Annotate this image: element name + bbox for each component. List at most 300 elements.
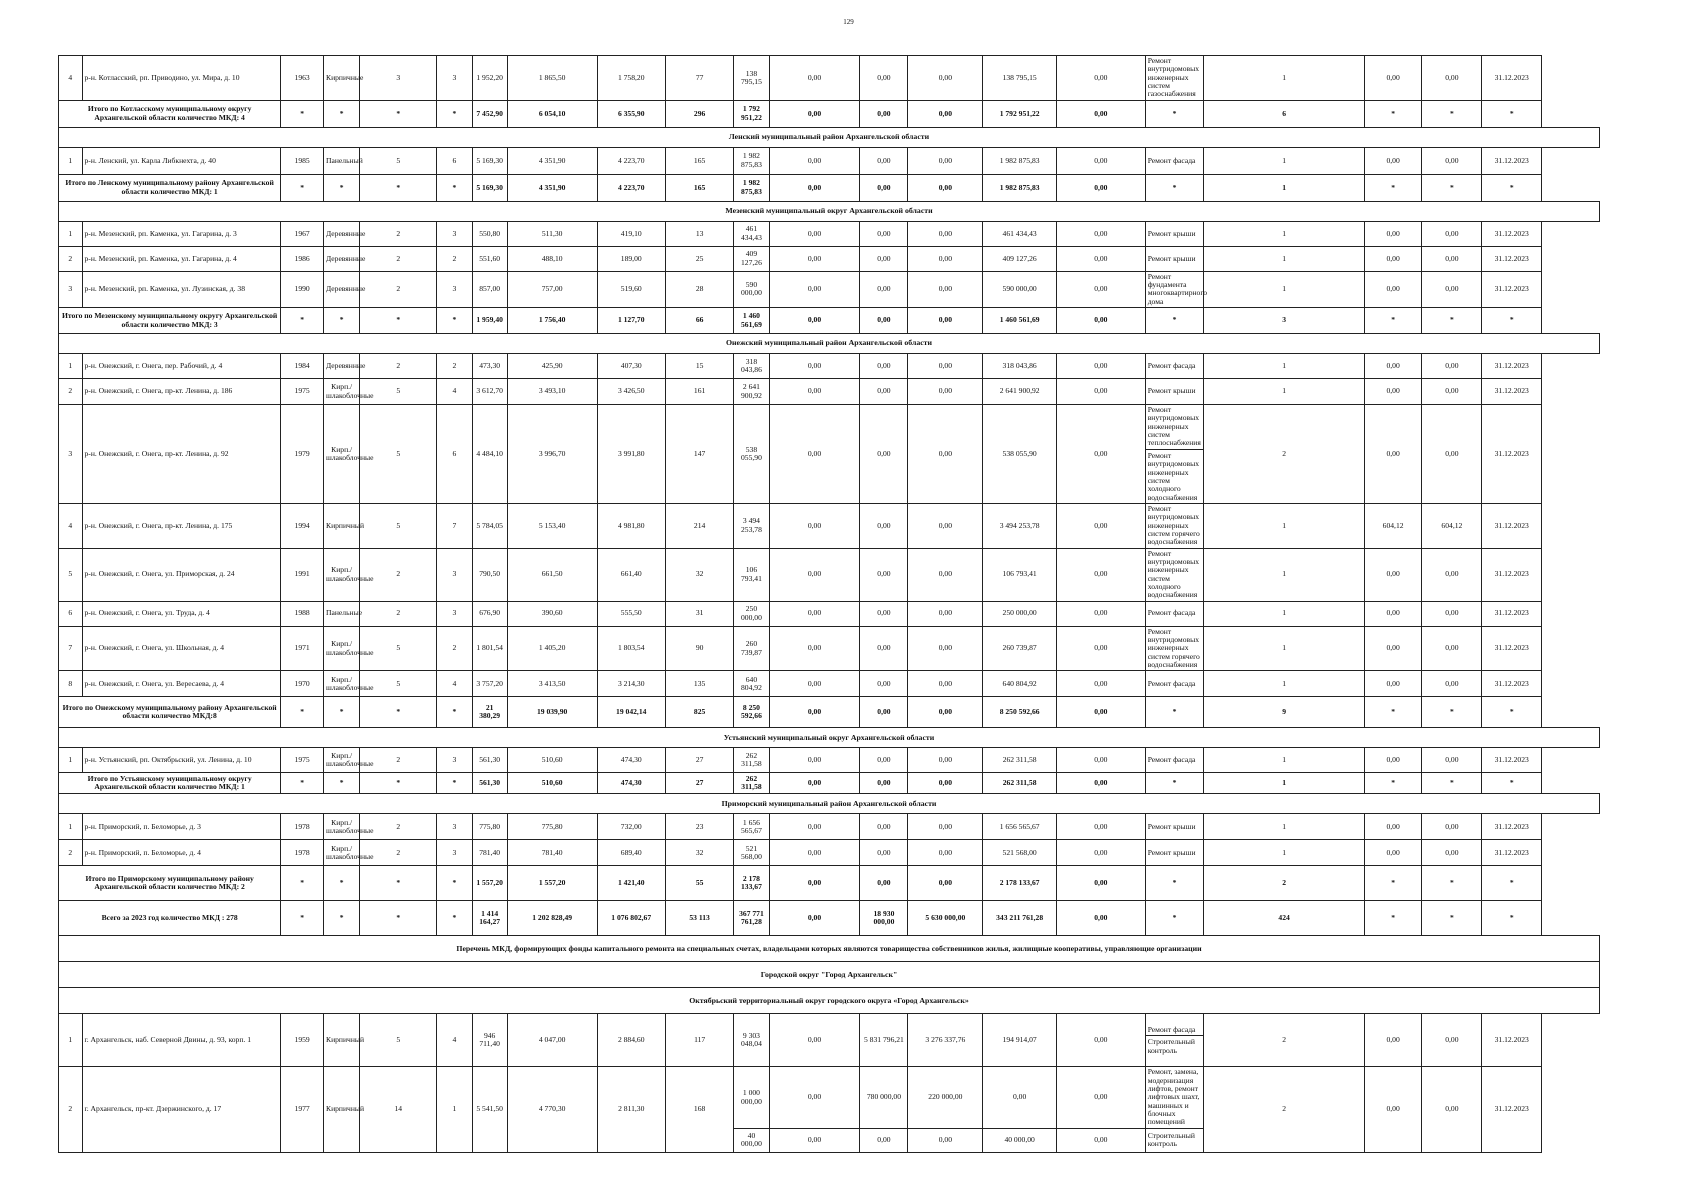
cell-works bbox=[1145, 671, 1204, 697]
cell-works bbox=[1145, 1067, 1204, 1128]
cell-fund-region: 0,00 bbox=[860, 503, 908, 548]
cell-fund-owners: 538 055,90 bbox=[983, 405, 1057, 504]
cell-deadline: 31.12.2023 bbox=[1482, 548, 1542, 601]
cell-entrances: 2 bbox=[437, 354, 472, 379]
cell-unit-cost: * bbox=[1364, 901, 1422, 936]
cell-residents: 55 bbox=[665, 866, 733, 901]
cell-fund-region: 0,00 bbox=[860, 671, 908, 697]
cell-wall: Деревянные bbox=[324, 354, 360, 379]
cell-number: 1 bbox=[59, 354, 83, 379]
cell-year: 1977 bbox=[281, 1067, 324, 1152]
cell-cost-total: 250 000,00 bbox=[734, 601, 769, 626]
cell-fund-region: 0,00 bbox=[860, 548, 908, 601]
cell-area-total: 1 959,40 bbox=[472, 308, 507, 334]
cell-fund-region: 0,00 bbox=[860, 354, 908, 379]
cell-entrances: 6 bbox=[437, 405, 472, 504]
cell-unit-cost-max: 0,00 bbox=[1422, 814, 1482, 840]
cell-wall: * bbox=[324, 901, 360, 936]
cell-deadline: * bbox=[1482, 901, 1542, 936]
cell-residents: 214 bbox=[665, 503, 733, 548]
cell-fund-owners: 2 178 133,67 bbox=[983, 866, 1057, 901]
cell-unit-cost: 0,00 bbox=[1364, 840, 1422, 866]
cell-fund-other: 0,00 bbox=[1057, 697, 1146, 728]
cell-cost-total: 8 250 592,66 bbox=[734, 697, 769, 728]
cell-unit-cost-max: 0,00 bbox=[1422, 1067, 1482, 1152]
cell-unit-cost: 604,12 bbox=[1364, 503, 1422, 548]
work-item: Ремонт внутридомовых инженерных систем газоснабжения bbox=[1147, 56, 1200, 99]
cell-works bbox=[1145, 626, 1204, 671]
cell-works-mark: * bbox=[1145, 697, 1204, 728]
cell-area-total: 775,80 bbox=[472, 814, 507, 840]
cell-fund-owners: 8 250 592,66 bbox=[983, 697, 1057, 728]
cell-deadline: * bbox=[1482, 773, 1542, 794]
cell-entrances: 6 bbox=[437, 147, 472, 174]
cell-floors: 5 bbox=[360, 147, 437, 174]
cell-unit-cost-max: * bbox=[1422, 866, 1482, 901]
cell-residents: 161 bbox=[665, 379, 733, 405]
cell-fund-region: 0,00 bbox=[860, 405, 908, 504]
cell-fund-local: 0,00 bbox=[908, 221, 983, 246]
work-item: Строительный контроль bbox=[1146, 1035, 1204, 1055]
cell-year: 1963 bbox=[281, 56, 324, 101]
cell-year: 1994 bbox=[281, 503, 324, 548]
cell-fund-other: 0,00 bbox=[1057, 1128, 1146, 1152]
cell-unit-cost: * bbox=[1364, 697, 1422, 728]
cell-address: р-н. Устьянский, рп. Октябрьский, ул. Ленина, д. 10 bbox=[82, 748, 281, 773]
total-label: Итого по Устьянскому муниципальному округу Архангельской области количество МКД: 1 bbox=[59, 773, 281, 794]
cell-wall: * bbox=[324, 174, 360, 201]
cell-fund-local: 0,00 bbox=[908, 748, 983, 773]
cell-entrances: * bbox=[437, 697, 472, 728]
table-row bbox=[59, 246, 1600, 271]
cell-unit-cost: * bbox=[1364, 866, 1422, 901]
cell-residents: 32 bbox=[665, 840, 733, 866]
cell-unit-cost: * bbox=[1364, 773, 1422, 794]
cell-area-liv: 6 355,90 bbox=[597, 100, 665, 127]
cell-count: 1 bbox=[1204, 354, 1364, 379]
cell-unit-cost-max: 0,00 bbox=[1422, 147, 1482, 174]
cell-residents: 13 bbox=[665, 221, 733, 246]
cell-entrances: 3 bbox=[437, 548, 472, 601]
table-row bbox=[59, 354, 1600, 379]
cell-fund-owners: 138 795,15 bbox=[983, 56, 1057, 101]
cell-area-total: 1 952,20 bbox=[472, 56, 507, 101]
cell-unit-cost-max: * bbox=[1422, 308, 1482, 334]
cell-works bbox=[1145, 379, 1204, 405]
cell-floors: 5 bbox=[360, 1014, 437, 1067]
cell-fund-owners: 1 460 561,69 bbox=[983, 308, 1057, 334]
cell-floors: * bbox=[360, 308, 437, 334]
cell-floors: 5 bbox=[360, 405, 437, 504]
cell-wall: Деревянные bbox=[324, 246, 360, 271]
cell-deadline: 31.12.2023 bbox=[1482, 56, 1542, 101]
cell-fund-owners: 40 000,00 bbox=[983, 1128, 1057, 1152]
cell-area-total: 1 414 164,27 bbox=[472, 901, 507, 936]
cell-fund-local: 0,00 bbox=[908, 56, 983, 101]
cell-works bbox=[1145, 814, 1204, 840]
cell-wall: Кирп./шлакоблочные bbox=[324, 748, 360, 773]
cell-year: 1971 bbox=[281, 626, 324, 671]
cell-count: 1 bbox=[1204, 601, 1364, 626]
cell-year: 1975 bbox=[281, 748, 324, 773]
cell-floors: 2 bbox=[360, 271, 437, 307]
cell-address: г. Архангельск, наб. Северной Двины, д. 93, корп. 1 bbox=[82, 1014, 281, 1067]
cell-count: 2 bbox=[1204, 405, 1364, 504]
cell-entrances: * bbox=[437, 308, 472, 334]
cell-wall: Кирпичный bbox=[324, 1014, 360, 1067]
cell-entrances: 3 bbox=[437, 601, 472, 626]
cell-fund-owners: 262 311,58 bbox=[983, 748, 1057, 773]
cell-fund-federal: 0,00 bbox=[769, 1128, 860, 1152]
cell-residents: 135 bbox=[665, 671, 733, 697]
cell-fund-local: 0,00 bbox=[908, 405, 983, 504]
cell-residents: 147 bbox=[665, 405, 733, 504]
cell-fund-local: 0,00 bbox=[908, 671, 983, 697]
cell-fund-federal: 0,00 bbox=[769, 56, 860, 101]
cell-works bbox=[1145, 221, 1204, 246]
section-title: Перечень МКД, формирующих фонды капитального ремонта на специальных счетах, владельцами которых являются товарищества собственников жилья, жилищные кооперативы, управляющие организации bbox=[59, 936, 1600, 962]
cell-entrances: 4 bbox=[437, 1014, 472, 1067]
cell-fund-local: 0,00 bbox=[908, 773, 983, 794]
cell-area-total: 21 380,29 bbox=[472, 697, 507, 728]
cell-fund-federal: 0,00 bbox=[769, 308, 860, 334]
cell-entrances: * bbox=[437, 866, 472, 901]
cell-works bbox=[1145, 354, 1204, 379]
cell-entrances: 3 bbox=[437, 840, 472, 866]
cell-fund-owners: 250 000,00 bbox=[983, 601, 1057, 626]
cell-count: 1 bbox=[1204, 56, 1364, 101]
work-item: Ремонт внутридомовых инженерных систем холодного водоснабжения bbox=[1147, 548, 1200, 600]
cell-fund-local: 0,00 bbox=[908, 246, 983, 271]
cell-area-total: 790,50 bbox=[472, 548, 507, 601]
cell-floors: 2 bbox=[360, 840, 437, 866]
cell-fund-region: 18 930 000,00 bbox=[860, 901, 908, 936]
cell-unit-cost: 0,00 bbox=[1364, 548, 1422, 601]
cell-entrances: * bbox=[437, 100, 472, 127]
cell-number: 2 bbox=[59, 1067, 83, 1152]
cell-unit-cost: * bbox=[1364, 100, 1422, 127]
cell-number: 3 bbox=[59, 271, 83, 307]
cell-area-total: 5 169,30 bbox=[472, 174, 507, 201]
cell-works bbox=[1145, 147, 1204, 174]
cell-count: 2 bbox=[1204, 1014, 1364, 1067]
total-label: Всего за 2023 год количество МКД : 278 bbox=[59, 901, 281, 936]
cell-count: 1 bbox=[1204, 174, 1364, 201]
cell-cost-total: 640 804,92 bbox=[734, 671, 769, 697]
cell-unit-cost-max: 0,00 bbox=[1422, 748, 1482, 773]
cell-fund-owners: 461 434,43 bbox=[983, 221, 1057, 246]
cell-area-liv: 1 076 802,67 bbox=[597, 901, 665, 936]
cell-fund-local: 0,00 bbox=[908, 626, 983, 671]
cell-deadline: 31.12.2023 bbox=[1482, 405, 1542, 504]
cell-area-res: 425,90 bbox=[507, 354, 597, 379]
total-label: Итого по Котласскому муниципальному округу Архангельской области количество МКД: 4 bbox=[59, 100, 281, 127]
cell-fund-owners: 590 000,00 bbox=[983, 271, 1057, 307]
cell-wall: * bbox=[324, 308, 360, 334]
cell-deadline: * bbox=[1482, 308, 1542, 334]
cell-area-liv: 2 811,30 bbox=[597, 1067, 665, 1152]
cell-area-res: 775,80 bbox=[507, 814, 597, 840]
cell-year: 1975 bbox=[281, 379, 324, 405]
cell-deadline: 31.12.2023 bbox=[1482, 271, 1542, 307]
work-item: Ремонт фундамента многоквартирного дома bbox=[1147, 271, 1208, 306]
cell-number: 4 bbox=[59, 503, 83, 548]
cell-works bbox=[1145, 748, 1204, 773]
cell-area-res: 1 557,20 bbox=[507, 866, 597, 901]
cell-fund-federal: 0,00 bbox=[769, 354, 860, 379]
cell-cost-total: 262 311,58 bbox=[734, 748, 769, 773]
cell-wall: Панельные bbox=[324, 601, 360, 626]
cell-fund-other: 0,00 bbox=[1057, 308, 1146, 334]
cell-year: 1978 bbox=[281, 840, 324, 866]
cell-area-res: 390,60 bbox=[507, 601, 597, 626]
cell-fund-federal: 0,00 bbox=[769, 147, 860, 174]
cell-fund-local: 220 000,00 bbox=[908, 1067, 983, 1128]
cell-entrances: 1 bbox=[437, 1067, 472, 1152]
cell-fund-owners: 3 494 253,78 bbox=[983, 503, 1057, 548]
work-item: Ремонт внутридомовых инженерных систем теплоснабжения bbox=[1147, 405, 1201, 448]
cell-works-mark: * bbox=[1145, 773, 1204, 794]
cell-fund-local: 0,00 bbox=[908, 866, 983, 901]
cell-floors: 2 bbox=[360, 246, 437, 271]
table-row bbox=[59, 840, 1600, 866]
cell-fund-owners: 343 211 761,28 bbox=[983, 901, 1057, 936]
cell-entrances: * bbox=[437, 174, 472, 201]
section-title: Городской округ "Город Архангельск" bbox=[59, 962, 1600, 988]
cell-number: 2 bbox=[59, 840, 83, 866]
cell-fund-federal: 0,00 bbox=[769, 548, 860, 601]
cell-year: * bbox=[281, 100, 324, 127]
cell-count: 2 bbox=[1204, 1067, 1364, 1152]
cell-floors: 2 bbox=[360, 601, 437, 626]
cell-works bbox=[1145, 601, 1204, 626]
cell-fund-region: 780 000,00 bbox=[860, 1067, 908, 1128]
cell-count: 1 bbox=[1204, 548, 1364, 601]
cell-cost-total: 590 000,00 bbox=[734, 271, 769, 307]
section-header-row bbox=[59, 728, 1600, 748]
cell-area-total: 946 711,40 bbox=[472, 1014, 507, 1067]
cell-floors: * bbox=[360, 866, 437, 901]
total-label: Итого по Приморскому муниципальному району Архангельской области количество МКД: 2 bbox=[59, 866, 281, 901]
cell-deadline: 31.12.2023 bbox=[1482, 840, 1542, 866]
cell-wall: Панельный bbox=[324, 147, 360, 174]
cell-area-total: 7 452,90 bbox=[472, 100, 507, 127]
cell-works-mark: * bbox=[1145, 308, 1204, 334]
cell-fund-federal: 0,00 bbox=[769, 840, 860, 866]
cell-area-liv: 474,30 bbox=[597, 748, 665, 773]
cell-fund-federal: 0,00 bbox=[769, 271, 860, 307]
cell-area-res: 1 756,40 bbox=[507, 308, 597, 334]
cell-works bbox=[1145, 1014, 1204, 1067]
cell-area-liv: 1 758,20 bbox=[597, 56, 665, 101]
cell-fund-federal: 0,00 bbox=[769, 748, 860, 773]
cell-area-res: 1 405,20 bbox=[507, 626, 597, 671]
cell-fund-local: 0,00 bbox=[908, 147, 983, 174]
work-item: Ремонт фасада bbox=[1147, 608, 1196, 618]
cell-fund-region: 0,00 bbox=[860, 814, 908, 840]
cell-floors: 2 bbox=[360, 221, 437, 246]
cell-fund-local: 0,00 bbox=[908, 1128, 983, 1152]
cell-wall: Кирп./шлакоблочные bbox=[324, 671, 360, 697]
cell-fund-other: 0,00 bbox=[1057, 100, 1146, 127]
cell-fund-local: 0,00 bbox=[908, 548, 983, 601]
table-row bbox=[59, 147, 1600, 174]
cell-fund-region: 0,00 bbox=[860, 1128, 908, 1152]
cell-area-liv: 661,40 bbox=[597, 548, 665, 601]
section-title: Октябрьский территориальный округ городского округа «Город Архангельск» bbox=[59, 988, 1600, 1014]
total-label: Итого по Онежскому муниципальному району Архангельской области количество МКД:8 bbox=[59, 697, 281, 728]
cell-fund-local: 0,00 bbox=[908, 100, 983, 127]
cell-fund-federal: 0,00 bbox=[769, 221, 860, 246]
cell-fund-region: 0,00 bbox=[860, 379, 908, 405]
section-title: Онежский муниципальный район Архангельской области bbox=[59, 334, 1600, 354]
cell-fund-federal: 0,00 bbox=[769, 671, 860, 697]
cell-unit-cost-max: * bbox=[1422, 174, 1482, 201]
work-item: Ремонт крыши bbox=[1147, 253, 1196, 263]
cell-works bbox=[1145, 840, 1204, 866]
section-header-row bbox=[59, 127, 1600, 147]
cell-number: 3 bbox=[59, 405, 83, 504]
work-item: Ремонт внутридомовых инженерных систем холодного водоснабжения bbox=[1146, 449, 1204, 502]
cell-floors: 2 bbox=[360, 748, 437, 773]
cell-fund-other: 0,00 bbox=[1057, 548, 1146, 601]
work-item: Ремонт крыши bbox=[1147, 228, 1196, 238]
cell-fund-region: 0,00 bbox=[860, 308, 908, 334]
cell-fund-other: 0,00 bbox=[1057, 1014, 1146, 1067]
cell-wall: Кирпичный bbox=[324, 503, 360, 548]
cell-works bbox=[1145, 271, 1208, 307]
cell-number: 1 bbox=[59, 1014, 83, 1067]
work-item: Ремонт внутридомовых инженерных систем горячего водоснабжения bbox=[1147, 503, 1200, 547]
table-row bbox=[59, 548, 1600, 601]
cell-address: р-н. Приморский, п. Беломорье, д. 3 bbox=[82, 814, 281, 840]
cell-fund-region: 0,00 bbox=[860, 174, 908, 201]
cell-number: 1 bbox=[59, 147, 83, 174]
total-row bbox=[59, 697, 1600, 728]
cell-residents: 53 113 bbox=[665, 901, 733, 936]
cell-residents: 165 bbox=[665, 147, 733, 174]
cell-deadline: 31.12.2023 bbox=[1482, 1014, 1542, 1067]
cell-area-liv: 407,30 bbox=[597, 354, 665, 379]
cell-wall: Кирп./шлакоблочные bbox=[324, 814, 360, 840]
cell-cost-total: 138 795,15 bbox=[734, 56, 769, 101]
section-title: Ленский муниципальный район Архангельской области bbox=[59, 127, 1600, 147]
cell-count: 1 bbox=[1204, 246, 1364, 271]
cell-wall: * bbox=[324, 100, 360, 127]
cell-unit-cost: 0,00 bbox=[1364, 1014, 1422, 1067]
cell-deadline: * bbox=[1482, 866, 1542, 901]
cell-address: р-н. Ленский, ул. Карла Либкнехта, д. 40 bbox=[82, 147, 281, 174]
cell-cost-total: 1 982 875,83 bbox=[734, 147, 769, 174]
cell-unit-cost-max: 0,00 bbox=[1422, 405, 1482, 504]
cell-floors: * bbox=[360, 773, 437, 794]
cell-cost-total: 521 568,00 bbox=[734, 840, 769, 866]
work-item: Ремонт крыши bbox=[1147, 847, 1196, 857]
cell-works-mark: * bbox=[1145, 100, 1204, 127]
cell-unit-cost: 0,00 bbox=[1364, 271, 1422, 307]
cell-number: 1 bbox=[59, 221, 83, 246]
cell-address: г. Архангельск, пр-кт. Дзержинского, д. 17 bbox=[82, 1067, 281, 1152]
cell-deadline: * bbox=[1482, 174, 1542, 201]
cell-fund-other: 0,00 bbox=[1057, 405, 1146, 504]
cell-area-liv: 732,00 bbox=[597, 814, 665, 840]
cell-entrances: 3 bbox=[437, 271, 472, 307]
cell-year: 1967 bbox=[281, 221, 324, 246]
cell-fund-federal: 0,00 bbox=[769, 773, 860, 794]
cell-address: р-н. Онежский, г. Онега, пр-кт. Ленина, д. 186 bbox=[82, 379, 281, 405]
cell-cost-total: 318 043,86 bbox=[734, 354, 769, 379]
cell-fund-other: 0,00 bbox=[1057, 671, 1146, 697]
cell-unit-cost: 0,00 bbox=[1364, 626, 1422, 671]
cell-unit-cost-max: 0,00 bbox=[1422, 354, 1482, 379]
cell-area-res: 510,60 bbox=[507, 748, 597, 773]
cell-fund-federal: 0,00 bbox=[769, 1014, 860, 1067]
cell-area-liv: 519,60 bbox=[597, 271, 665, 307]
total-row bbox=[59, 866, 1600, 901]
cell-number: 4 bbox=[59, 56, 83, 101]
cell-fund-owners: 1 656 565,67 bbox=[983, 814, 1057, 840]
cell-unit-cost: 0,00 bbox=[1364, 147, 1422, 174]
cell-area-liv: 4 981,80 bbox=[597, 503, 665, 548]
page-number: 129 bbox=[843, 18, 854, 26]
cell-area-res: 757,00 bbox=[507, 271, 597, 307]
cell-fund-owners: 260 739,87 bbox=[983, 626, 1057, 671]
cell-residents: 117 bbox=[665, 1014, 733, 1067]
cell-fund-owners: 640 804,92 bbox=[983, 671, 1057, 697]
cell-number: 5 bbox=[59, 548, 83, 601]
cell-area-liv: 2 884,60 bbox=[597, 1014, 665, 1067]
cell-fund-local: 0,00 bbox=[908, 601, 983, 626]
total-label: Итого по Мезенскому муниципальному округу Архангельской области количество МКД: 3 bbox=[59, 308, 281, 334]
total-label: Итого по Ленскому муниципальному району Архангельской области количество МКД: 1 bbox=[59, 174, 281, 201]
cell-fund-federal: 0,00 bbox=[769, 100, 860, 127]
cell-wall: Кирп./шлакоблочные bbox=[324, 626, 360, 671]
cell-works bbox=[1145, 405, 1204, 504]
cell-unit-cost-max: 0,00 bbox=[1422, 1014, 1482, 1067]
cell-cost-total: 262 311,58 bbox=[734, 773, 769, 794]
cell-fund-other: 0,00 bbox=[1057, 814, 1146, 840]
cell-cost-total: 1 982 875,83 bbox=[734, 174, 769, 201]
cell-works bbox=[1145, 1128, 1204, 1152]
cell-fund-owners: 409 127,26 bbox=[983, 246, 1057, 271]
cell-fund-local: 0,00 bbox=[908, 503, 983, 548]
cell-number: 2 bbox=[59, 379, 83, 405]
cell-area-liv: 555,50 bbox=[597, 601, 665, 626]
cell-floors: 5 bbox=[360, 503, 437, 548]
section-header-row bbox=[59, 794, 1600, 814]
total-row bbox=[59, 174, 1600, 201]
section-header-row bbox=[59, 334, 1600, 354]
cell-fund-local: 0,00 bbox=[908, 840, 983, 866]
cell-wall: Кирп./шлакоблочные bbox=[324, 379, 360, 405]
cell-area-total: 1 557,20 bbox=[472, 866, 507, 901]
cell-area-res: 488,10 bbox=[507, 246, 597, 271]
work-item: Ремонт фасада bbox=[1147, 755, 1196, 765]
cell-count: 1 bbox=[1204, 748, 1364, 773]
cell-fund-region: 0,00 bbox=[860, 271, 908, 307]
cell-area-res: 3 996,70 bbox=[507, 405, 597, 504]
cell-address: р-н. Онежский, г. Онега, пер. Рабочий, д. 4 bbox=[82, 354, 281, 379]
cell-unit-cost-max: * bbox=[1422, 773, 1482, 794]
cell-wall: Кирп./шлакоблочные bbox=[324, 840, 360, 866]
cell-fund-federal: 0,00 bbox=[769, 246, 860, 271]
section-header-row bbox=[59, 201, 1600, 221]
cell-area-liv: 1 803,54 bbox=[597, 626, 665, 671]
cell-unit-cost: 0,00 bbox=[1364, 601, 1422, 626]
cell-floors: 2 bbox=[360, 814, 437, 840]
cell-fund-federal: 0,00 bbox=[769, 601, 860, 626]
cell-fund-local: 0,00 bbox=[908, 697, 983, 728]
